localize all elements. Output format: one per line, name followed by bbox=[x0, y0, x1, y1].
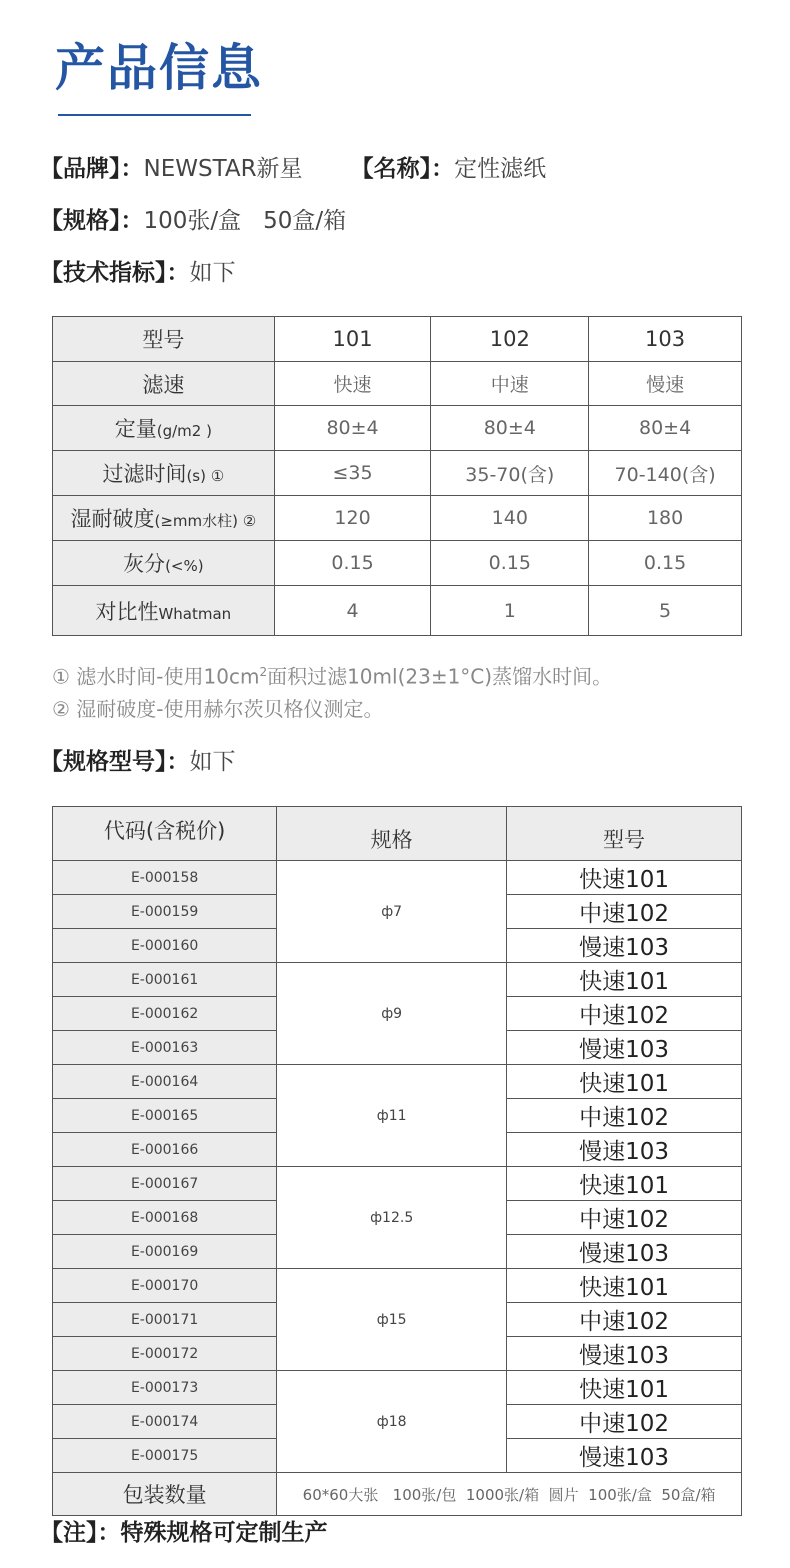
code-cell: E-000160 bbox=[53, 929, 277, 963]
spec-row-label: 灰分(<%) bbox=[53, 541, 275, 586]
size-header: 规格 bbox=[277, 807, 507, 861]
spec-cell: 1 bbox=[431, 586, 589, 636]
size-cell: ф7 bbox=[277, 861, 507, 963]
tech-value: 如下 bbox=[189, 260, 236, 286]
model-cell: 快速101 bbox=[507, 1269, 742, 1303]
spec-cell: 中速 bbox=[431, 362, 589, 406]
code-cell: E-000171 bbox=[53, 1303, 277, 1337]
table-row bbox=[53, 1065, 742, 1099]
code-cell: E-000168 bbox=[53, 1201, 277, 1235]
model-cell: 慢速103 bbox=[507, 1337, 742, 1371]
code-cell: E-000165 bbox=[53, 1099, 277, 1133]
model-cell: 慢速103 bbox=[507, 1133, 742, 1167]
spec-cell: 4 bbox=[274, 586, 431, 636]
brand-name-line bbox=[40, 154, 546, 184]
spec-cell: 180 bbox=[589, 496, 742, 541]
size-cell: ф18 bbox=[277, 1371, 507, 1473]
packaging-label: 包装数量 bbox=[53, 1473, 277, 1516]
spec-cell: 120 bbox=[274, 496, 431, 541]
spec-row-label: 定量(g/m2 ) bbox=[53, 406, 275, 451]
model-header: 型号 bbox=[507, 807, 742, 861]
model-cell: 快速101 bbox=[507, 861, 742, 895]
spec-cell: 0.15 bbox=[589, 541, 742, 586]
brand-label: 【品牌】： bbox=[40, 156, 144, 182]
name-value: 定性滤纸 bbox=[454, 156, 547, 182]
code-cell: E-000173 bbox=[53, 1371, 277, 1405]
code-cell: E-000169 bbox=[53, 1235, 277, 1269]
spec-label: 【规格】： bbox=[40, 208, 144, 234]
spec-header-102: 102 bbox=[431, 317, 589, 362]
model-cell: 快速101 bbox=[507, 1065, 742, 1099]
footer-note bbox=[40, 1518, 328, 1548]
spec-cell: 35-70(含) bbox=[431, 451, 589, 496]
size-cell: ф15 bbox=[277, 1269, 507, 1371]
spec-row-label: 过滤时间(s) ① bbox=[53, 451, 275, 496]
spec-cell: 快速 bbox=[274, 362, 431, 406]
size-cell: ф12.5 bbox=[277, 1167, 507, 1269]
spec-cell: 80±4 bbox=[589, 406, 742, 451]
model-cell: 快速101 bbox=[507, 1371, 742, 1405]
model-cell: 中速102 bbox=[507, 1099, 742, 1133]
code-cell: E-000167 bbox=[53, 1167, 277, 1201]
tech-line bbox=[40, 258, 236, 288]
footer-note-value: 特殊规格可定制生产 bbox=[120, 1520, 328, 1546]
model-cell: 慢速103 bbox=[507, 1439, 742, 1473]
page-title: 产品信息 bbox=[55, 39, 263, 97]
spec-row bbox=[53, 541, 742, 586]
footer-note-label: 【注】： bbox=[40, 1520, 121, 1546]
spec-value: 100张/盒 50盒/箱 bbox=[143, 208, 347, 234]
spec-cell: 0.15 bbox=[431, 541, 589, 586]
spec-header-label: 型号 bbox=[53, 317, 275, 362]
code-cell: E-000166 bbox=[53, 1133, 277, 1167]
model-cell: 中速102 bbox=[507, 895, 742, 929]
spec-cell: 80±4 bbox=[274, 406, 431, 451]
model-cell: 中速102 bbox=[507, 1303, 742, 1337]
spec-cell: 80±4 bbox=[431, 406, 589, 451]
spec-cell: 70-140(含) bbox=[589, 451, 742, 496]
brand-value: NEWSTAR新星 bbox=[143, 156, 303, 182]
spec-row bbox=[53, 586, 742, 636]
model-cell: 快速101 bbox=[507, 963, 742, 997]
spec-row bbox=[53, 362, 742, 406]
note-1: ① 滤水时间-使用$10cm^2$面积过滤10ml(23±1°C)蒸馏水时间。 bbox=[52, 664, 613, 689]
code-cell: E-000172 bbox=[53, 1337, 277, 1371]
code-header: 代码(含税价) bbox=[53, 807, 277, 861]
name-label: 【名称】： bbox=[350, 156, 455, 182]
tech-label: 【技术指标】： bbox=[40, 260, 190, 286]
code-cell: E-000159 bbox=[53, 895, 277, 929]
table-row bbox=[53, 963, 742, 997]
spec-line bbox=[40, 206, 346, 236]
spec-row bbox=[53, 451, 742, 496]
model-cell: 中速102 bbox=[507, 997, 742, 1031]
model-cell: 快速101 bbox=[507, 1167, 742, 1201]
spec-table bbox=[52, 316, 742, 636]
packaging-value: 60*60大张 100张/包 1000张/箱 圆片 100张/盒 50盒/箱 bbox=[277, 1473, 742, 1516]
code-cell: E-000163 bbox=[53, 1031, 277, 1065]
spec-cell: 0.15 bbox=[274, 541, 431, 586]
spec-cell: 140 bbox=[431, 496, 589, 541]
table-row bbox=[53, 1167, 742, 1201]
table-row bbox=[53, 861, 742, 895]
code-cell: E-000161 bbox=[53, 963, 277, 997]
size-cell: ф11 bbox=[277, 1065, 507, 1167]
model-table bbox=[52, 806, 742, 1516]
code-cell: E-000164 bbox=[53, 1065, 277, 1099]
spec-header-101: 101 bbox=[274, 317, 431, 362]
model-section-label: 【规格型号】： bbox=[40, 749, 190, 775]
spec-row-label: 滤速 bbox=[53, 362, 275, 406]
spec-cell: 5 bbox=[589, 586, 742, 636]
table-row bbox=[53, 1371, 742, 1405]
table-row bbox=[53, 1269, 742, 1303]
spec-row-label: 湿耐破度(≥mm水柱) ② bbox=[53, 496, 275, 541]
spec-header-103: 103 bbox=[589, 317, 742, 362]
model-cell: 慢速103 bbox=[507, 1031, 742, 1065]
model-cell: 慢速103 bbox=[507, 1235, 742, 1269]
spec-table-header bbox=[53, 317, 742, 362]
spec-row-label: 对比性Whatman bbox=[53, 586, 275, 636]
model-table-header bbox=[53, 807, 742, 861]
code-cell: E-000170 bbox=[53, 1269, 277, 1303]
code-cell: E-000175 bbox=[53, 1439, 277, 1473]
note-2: ② 湿耐破度-使用赫尔茨贝格仪测定。 bbox=[52, 697, 384, 721]
code-cell: E-000158 bbox=[53, 861, 277, 895]
title-underline bbox=[58, 114, 251, 116]
packaging-row bbox=[53, 1473, 742, 1516]
code-cell: E-000174 bbox=[53, 1405, 277, 1439]
model-cell: 中速102 bbox=[507, 1201, 742, 1235]
model-cell: 中速102 bbox=[507, 1405, 742, 1439]
spec-cell: ≤35 bbox=[274, 451, 431, 496]
model-section-value: 如下 bbox=[189, 749, 236, 775]
code-cell: E-000162 bbox=[53, 997, 277, 1031]
model-section-line bbox=[40, 747, 236, 777]
model-cell: 慢速103 bbox=[507, 929, 742, 963]
spec-cell: 慢速 bbox=[589, 362, 742, 406]
size-cell: ф9 bbox=[277, 963, 507, 1065]
spec-row bbox=[53, 496, 742, 541]
spec-row bbox=[53, 406, 742, 451]
